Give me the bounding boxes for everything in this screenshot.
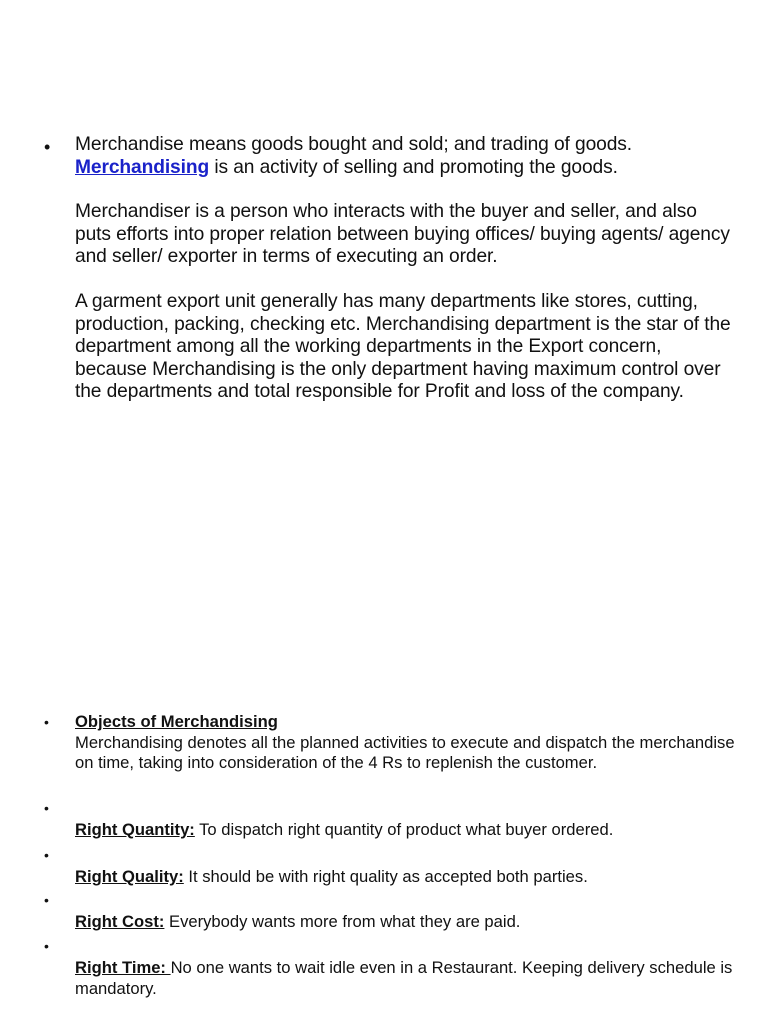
item-term: Right Quality: bbox=[75, 867, 184, 886]
merchandising-link[interactable]: Merchandising bbox=[75, 156, 210, 178]
item-text: No one wants to wait idle even in a Restaurant. Keeping delivery schedule is mandatory. bbox=[75, 958, 733, 998]
list-item-quality bbox=[75, 867, 735, 888]
paragraph-export-unit: A garment export unit generally has many departments like stores, cutting, production, packing, checking etc. Merchandising department is the star of the department among all the working departments in the Export concern, because Merchandising is the only department having maximum control over the departments and total responsible for Profit and loss of the company. bbox=[75, 290, 731, 403]
bullet: • bbox=[44, 847, 49, 863]
intro-text bbox=[75, 134, 735, 426]
item-term: Right Time: bbox=[75, 958, 171, 977]
bullet: • bbox=[44, 714, 49, 730]
list-item-quantity bbox=[75, 820, 735, 841]
list-item-time bbox=[75, 958, 735, 999]
section-heading: Objects of Merchandising bbox=[75, 712, 278, 731]
item-text: Everybody wants more from what they are paid. bbox=[164, 912, 521, 931]
item-term: Right Quantity: bbox=[75, 820, 195, 839]
paragraph-definition bbox=[75, 134, 735, 179]
paragraph-text: is an activity of selling and promoting the goods. bbox=[209, 156, 618, 178]
list-item-cost bbox=[75, 912, 735, 933]
objects-intro bbox=[75, 712, 735, 774]
bullet: • bbox=[44, 800, 49, 816]
item-text: To dispatch right quantity of product what buyer ordered. bbox=[194, 820, 614, 839]
bullet: • bbox=[44, 137, 51, 157]
item-text: It should be with right quality as accepted both parties. bbox=[183, 867, 588, 886]
bullet: • bbox=[44, 892, 49, 908]
section-intro-text: Merchandising denotes all the planned activities to execute and dispatch the merchandise on time, taking into consideration of the 4 Rs to replenish the customer. bbox=[75, 732, 735, 772]
paragraph-merchandiser: Merchandiser is a person who interacts with the buyer and seller, and also puts efforts into proper relation between buying offices/ buying agents/ agency and seller/ exporter in terms of executing an order. bbox=[75, 201, 730, 268]
bullet: • bbox=[44, 938, 49, 954]
item-term: Right Cost: bbox=[75, 912, 165, 931]
paragraph-text: Merchandise means goods bought and sold; and trading of goods. bbox=[75, 134, 633, 155]
